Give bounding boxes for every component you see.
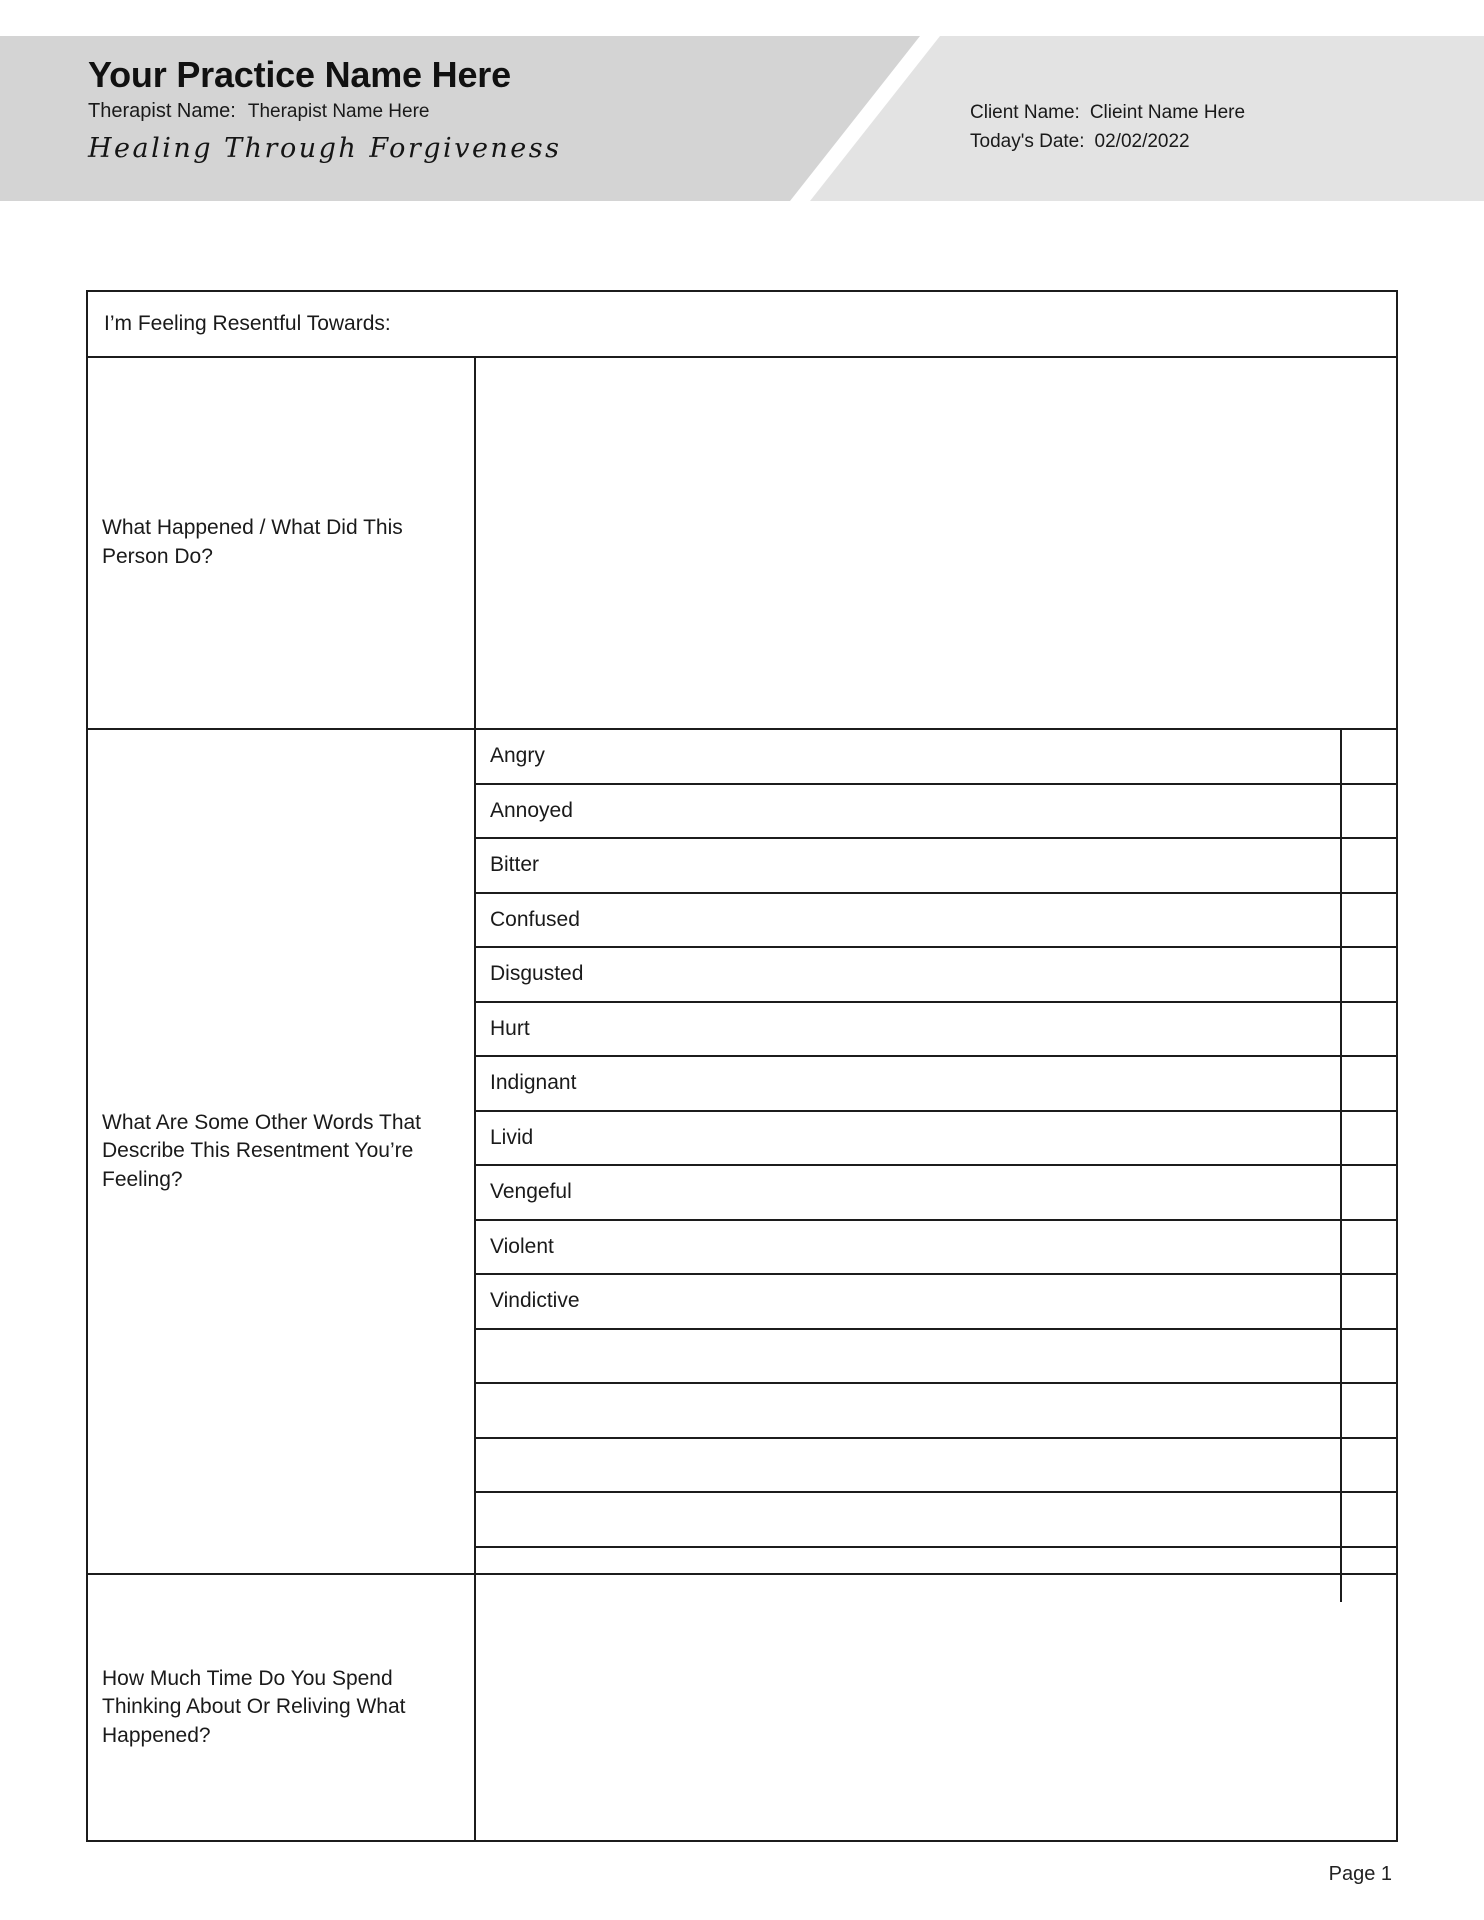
page-number: Page 1 [1328, 1863, 1392, 1885]
list-item [476, 1003, 1396, 1058]
emotion-word[interactable]: Annoyed [476, 785, 1342, 838]
emotion-checkbox[interactable] [1342, 1057, 1396, 1110]
other-words-label: What Are Some Other Words That Describe This Resentment You’re Feeling? [88, 730, 476, 1573]
client-name-label: Client Name: [970, 102, 1080, 123]
list-item [476, 1384, 1396, 1439]
what-happened-label: What Happened / What Did This Person Do? [88, 358, 476, 728]
emotion-word[interactable]: Bitter [476, 839, 1342, 892]
list-item [476, 1493, 1396, 1548]
page-header [0, 36, 1484, 201]
client-name-line [970, 98, 1245, 127]
emotion-checkbox[interactable] [1342, 1493, 1396, 1546]
worksheet-table [86, 290, 1398, 1842]
list-item [476, 1112, 1396, 1167]
list-item [476, 1057, 1396, 1112]
emotion-checkbox[interactable] [1342, 1384, 1396, 1437]
emotion-word-blank[interactable] [476, 1439, 1342, 1492]
emotion-word-blank[interactable] [476, 1493, 1342, 1546]
practice-name: Your Practice Name Here [88, 54, 511, 95]
list-item [476, 1221, 1396, 1276]
list-item [476, 894, 1396, 949]
therapist-line [88, 99, 562, 124]
tagline: Healing Through Forgiveness [88, 133, 562, 165]
emotion-checkbox[interactable] [1342, 894, 1396, 947]
emotion-word[interactable]: Hurt [476, 1003, 1342, 1056]
emotion-word[interactable]: Vengeful [476, 1166, 1342, 1219]
how-much-time-answer-field[interactable] [476, 1575, 1396, 1840]
list-item [476, 1439, 1396, 1494]
table-row-resentful-towards [88, 292, 1396, 358]
client-name-value[interactable]: Clieint Name Here [1089, 102, 1246, 123]
emotion-checkbox[interactable] [1342, 785, 1396, 838]
table-row-how-much-time [88, 1575, 1396, 1840]
page-footer [0, 1863, 1484, 1886]
list-item [476, 785, 1396, 840]
emotion-checkbox[interactable] [1342, 1439, 1396, 1492]
emotion-word[interactable]: Livid [476, 1112, 1342, 1165]
emotion-checkbox[interactable] [1342, 1330, 1396, 1383]
list-item [476, 948, 1396, 1003]
therapist-name-value[interactable]: Therapist Name Here [247, 101, 430, 123]
table-row-what-happened [88, 358, 1396, 730]
todays-date-value[interactable]: 02/02/2022 [1094, 131, 1190, 153]
resentful-towards-label[interactable]: I’m Feeling Resentful Towards: [104, 312, 391, 335]
emotion-word-blank[interactable] [476, 1330, 1342, 1383]
emotion-word[interactable]: Disgusted [476, 948, 1342, 1001]
emotion-word[interactable]: Vindictive [476, 1275, 1342, 1328]
emotion-word[interactable]: Violent [476, 1221, 1342, 1274]
emotion-checkbox[interactable] [1342, 1003, 1396, 1056]
list-item [476, 1330, 1396, 1385]
emotion-word-list [476, 730, 1396, 1573]
emotion-checkbox[interactable] [1342, 839, 1396, 892]
how-much-time-label: How Much Time Do You Spend Thinking About Or Reliving What Happened? [88, 1575, 476, 1840]
list-item [476, 730, 1396, 785]
emotion-checkbox[interactable] [1342, 1221, 1396, 1274]
emotion-word-blank[interactable] [476, 1384, 1342, 1437]
emotion-checkbox[interactable] [1342, 1112, 1396, 1165]
list-item [476, 1275, 1396, 1330]
emotion-word[interactable]: Indignant [476, 1057, 1342, 1110]
emotion-checkbox[interactable] [1342, 730, 1396, 783]
emotion-word[interactable]: Angry [476, 730, 1342, 783]
table-row-other-words [88, 730, 1396, 1575]
emotion-checkbox[interactable] [1342, 1166, 1396, 1219]
todays-date-label: Today's Date: [970, 131, 1085, 153]
what-happened-answer-field[interactable] [476, 358, 1396, 728]
header-left-block [88, 54, 562, 166]
list-item [476, 1166, 1396, 1221]
therapist-name-label: Therapist Name: [88, 100, 236, 123]
header-right-block [970, 98, 1245, 157]
emotion-checkbox[interactable] [1342, 948, 1396, 1001]
list-item [476, 839, 1396, 894]
emotion-word[interactable]: Confused [476, 894, 1342, 947]
todays-date-line [970, 127, 1245, 156]
emotion-checkbox[interactable] [1342, 1275, 1396, 1328]
